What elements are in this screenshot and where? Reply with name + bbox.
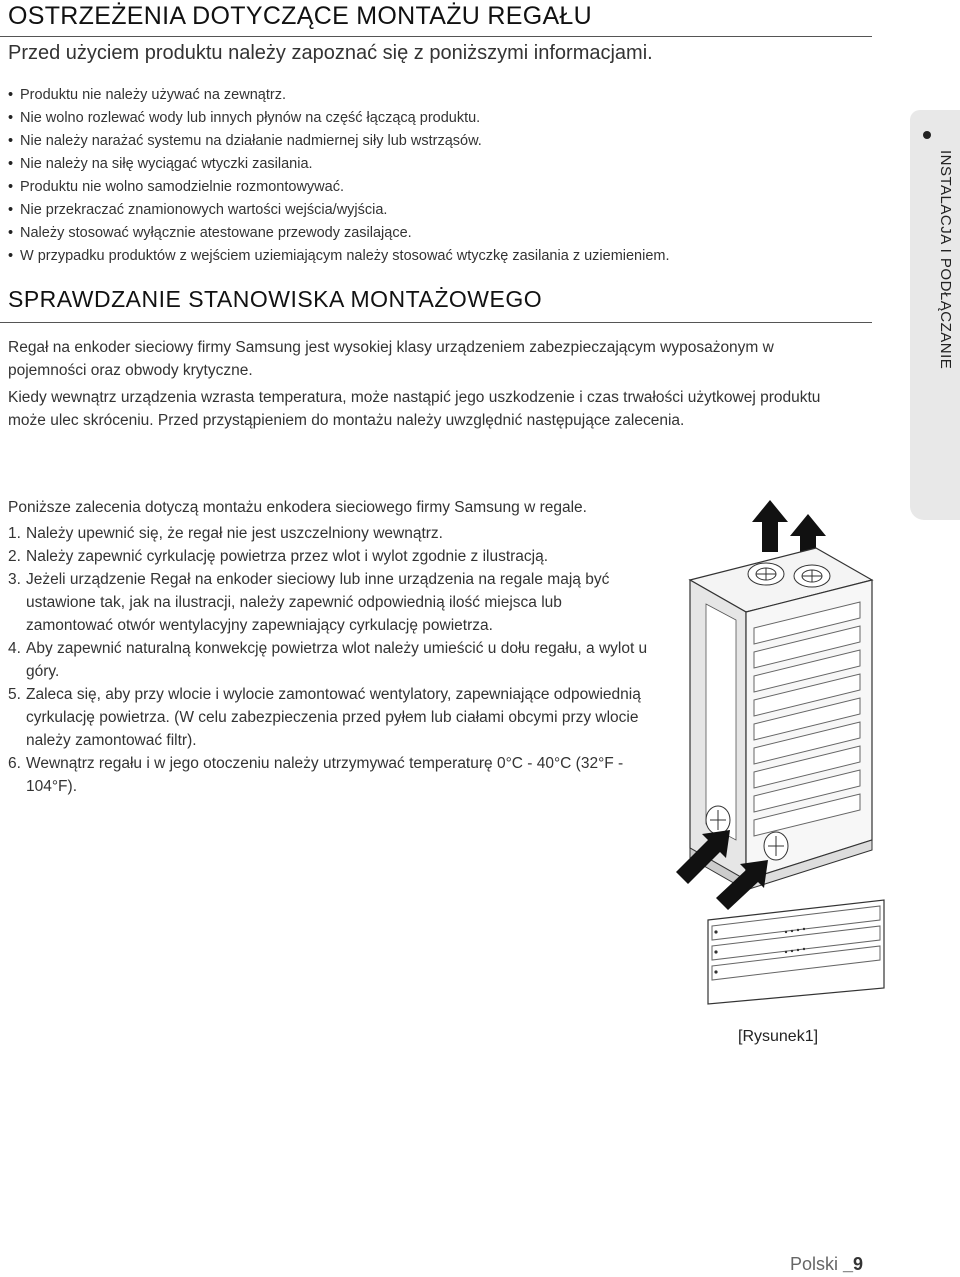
recommendations-intro: Poniższe zalecenia dotyczą montażu enkodera sieciowego firmy Samsung w regale.: [8, 499, 587, 516]
step-text: Należy upewnić się, że regał nie jest uszczelniony wewnątrz.: [26, 525, 443, 542]
step-text: Aby zapewnić naturalną konwekcję powietrza wlot należy umieścić u dołu regału, a wylot u góry.: [26, 640, 648, 680]
list-item: [8, 522, 658, 545]
rack-illustration: [676, 500, 886, 1020]
section-rule: [0, 322, 872, 323]
fan-icon: [794, 565, 830, 587]
warnings-subtitle: Przed użyciem produktu należy zapoznać się z poniższymi informacjami.: [8, 42, 653, 64]
fan-icon: [706, 806, 730, 834]
figure-caption: [Rysunek1]: [738, 1028, 819, 1045]
page-footer: [790, 1254, 863, 1275]
warnings-list: [8, 84, 670, 268]
list-item: • Produktu nie należy używać na zewnątrz.: [8, 84, 670, 107]
list-item: • W przypadku produktów z wejściem uziemiającym należy stosować wtyczkę zasilania z uziemieniem.: [8, 245, 670, 268]
step-number: 3.: [8, 571, 21, 588]
list-item: [8, 545, 658, 568]
list-item: • Nie należy narażać systemu na działanie nadmiernej siły lub wstrząsów.: [8, 130, 670, 153]
list-item: [8, 683, 658, 752]
step-text: Zaleca się, aby przy wlocie i wylocie zamontować wentylatory, zapewniające odpowiednią cyrkulację powietrza. (W celu zabezpieczenia przed pyłem lub ciałami obcymi przy wlocie należy zamontować filtr).: [26, 686, 641, 749]
list-item: • Należy stosować wyłącznie atestowane przewody zasilające.: [8, 222, 670, 245]
list-item: [8, 637, 658, 683]
side-tab-label: INSTALACJA I PODŁĄCZANIE: [937, 150, 954, 370]
footer-language: Polski: [790, 1254, 839, 1274]
list-item: • Nie przekraczać znamionowych wartości wejścia/wyjścia.: [8, 199, 670, 222]
fan-icon: [764, 832, 788, 860]
paragraph-temperature-warning: Kiedy wewnątrz urządzenia wzrasta temperatura, może nastąpić jego uszkodzenie i czas trwałości użytkowej produktu może ulec skróceniu. Przed przystąpieniem do montażu należy uwzględnić następujące zalecenia.: [8, 389, 821, 429]
list-item: [8, 752, 658, 798]
page-number: _9: [843, 1254, 864, 1274]
step-text: Jeżeli urządzenie Regał na enkoder sieciowy lub inne urządzenia na regale mają być ustawione tak, jak na ilustracji, należy zapewnić odpowiednią ilość miejsca lub zamontować otwór wentylacyjny zapewniający cyrkulację powietrza.: [26, 571, 610, 634]
shelf-detail-inset: [708, 900, 884, 1004]
title-rule: [0, 36, 872, 37]
paragraph-rack-description: Regał na enkoder sieciowy firmy Samsung jest wysokiej klasy urządzeniem zabezpieczającym wyposażonym w pojemności oraz obwody krytyczne.: [8, 339, 774, 379]
recommendations-list: [8, 522, 658, 798]
step-text: Należy zapewnić cyrkulację powietrza przez wlot i wylot zgodnie z ilustracją.: [26, 548, 549, 565]
step-number: 4.: [8, 640, 21, 657]
list-item: • Produktu nie wolno samodzielnie rozmontowywać.: [8, 176, 670, 199]
step-number: 6.: [8, 755, 21, 772]
exhaust-arrow-icon: [752, 500, 788, 552]
fan-icon: [748, 563, 784, 585]
section-title-site-check: SPRAWDZANIE STANOWISKA MONTAŻOWEGO: [8, 286, 543, 312]
side-tab-dot: [923, 131, 931, 139]
step-number: 2.: [8, 548, 21, 565]
list-item: • Nie wolno rozlewać wody lub innych płynów na część łączącą produktu.: [8, 107, 670, 130]
step-number: 1.: [8, 525, 21, 542]
section-title-warnings: OSTRZEŻENIA DOTYCZĄCE MONTAŻU REGAŁU: [8, 2, 592, 30]
step-number: 5.: [8, 686, 21, 703]
list-item: [8, 568, 648, 637]
list-item: • Nie należy na siłę wyciągać wtyczki zasilania.: [8, 153, 670, 176]
step-text: Wewnątrz regału i w jego otoczeniu należy utrzymywać temperaturę 0°C - 40°C (32°F - 104°F).: [26, 755, 624, 795]
